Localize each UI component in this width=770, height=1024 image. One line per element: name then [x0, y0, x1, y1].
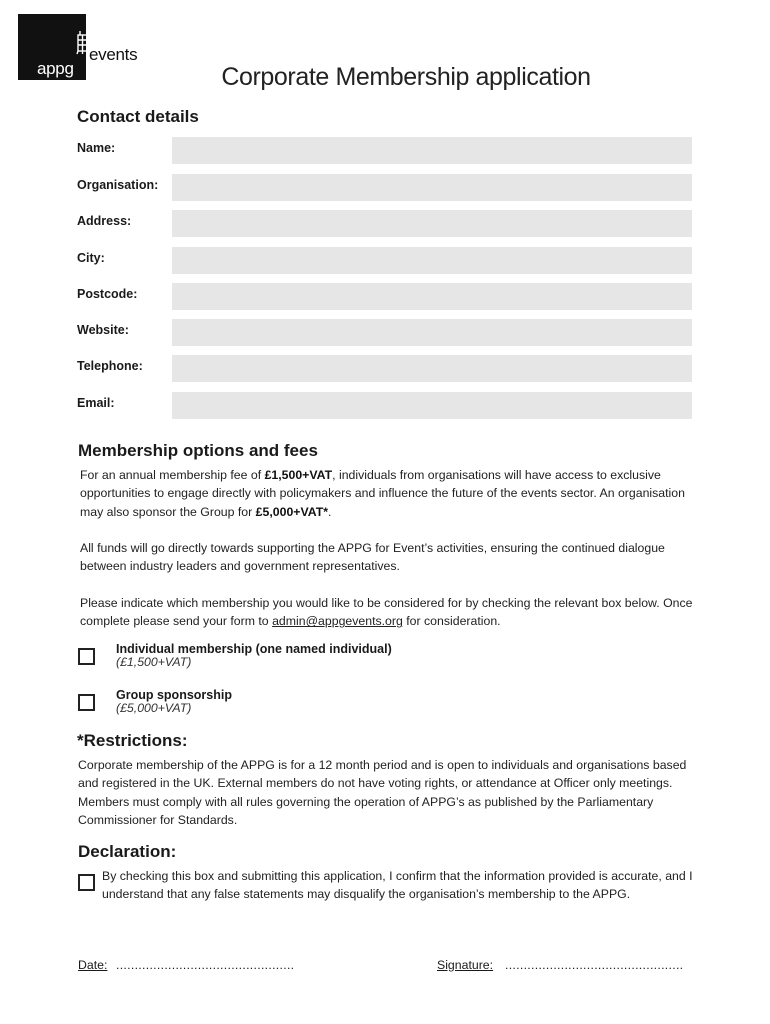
name-field[interactable]: [172, 137, 692, 164]
declaration-heading: Declaration:: [78, 842, 177, 861]
instructions-paragraph: Please indicate which membership you would like to be considered for by checking the relevant box below. Once complete please send your form to admin@appgevents.org for consideration.: [80, 596, 693, 629]
date-label: Date:: [78, 958, 108, 972]
city-field[interactable]: [172, 247, 692, 274]
website-field[interactable]: [172, 319, 692, 346]
sponsor-fee: £5,000+VAT*: [255, 504, 329, 519]
funds-paragraph: All funds will go directly towards supporting the APPG for Event’s activities, ensuring the continued dialogue between industry leaders and government representatives.: [80, 541, 665, 574]
address-field[interactable]: [172, 210, 692, 237]
date-line[interactable]: ................................................: [116, 958, 295, 972]
membership-heading: Membership options and fees: [78, 441, 318, 460]
individual-membership-price: (£1,500+VAT): [116, 655, 192, 669]
postcode-field[interactable]: [172, 283, 692, 310]
city-label: City:: [77, 251, 105, 265]
declaration-text: By checking this box and submitting this application, I confirm that the information provided is accurate, and I understand that any false statements may disqualify the organisation’s membership to the APPG.: [102, 869, 693, 902]
telephone-field[interactable]: [172, 355, 692, 382]
group-sponsorship-label: Group sponsorship: [116, 688, 232, 702]
logo-wordmark: appg: [37, 59, 74, 78]
group-sponsorship-checkbox[interactable]: [78, 694, 95, 711]
individual-fee: £1,500+VAT: [264, 468, 333, 482]
admin-email-link[interactable]: admin@appgevents.org: [272, 614, 403, 629]
organisation-field[interactable]: [172, 174, 692, 201]
group-sponsorship-price: (£5,000+VAT): [116, 701, 192, 715]
restrictions-text: Corporate membership of the APPG is for a 12 month period and is open to individuals and organisations based and registered in the UK. External members do not have voting rights, or attendance at Officer only meetings. Members must comply with all rules governing the operation of APPG’s as published by the Parliamentary Commissioner for Standards.: [78, 758, 687, 828]
website-label: Website:: [77, 323, 129, 337]
membership-intro: For an annual membership fee of £1,500+VAT, individuals from organisations will have access to exclusive opportunities to engage directly with policymakers and influence the future of the events sector. An organisation may also sponsor the Group for £5,000+VAT*.: [80, 468, 685, 519]
contact-heading: Contact details: [77, 107, 199, 126]
page-title: Corporate Membership application: [221, 63, 591, 91]
name-label: Name:: [77, 141, 116, 155]
postcode-label: Postcode:: [77, 287, 138, 301]
telephone-label: Telephone:: [77, 359, 143, 373]
signature-line[interactable]: ................................................: [505, 958, 684, 972]
individual-membership-label: Individual membership (one named individual): [116, 642, 392, 656]
restrictions-heading: *Restrictions:: [77, 731, 188, 750]
organisation-label: Organisation:: [77, 178, 159, 192]
individual-membership-checkbox[interactable]: [78, 648, 95, 665]
address-label: Address:: [77, 214, 132, 228]
email-field[interactable]: [172, 392, 692, 419]
signature-label: Signature:: [437, 958, 494, 972]
logo-suffix: events: [89, 45, 138, 64]
email-label: Email:: [77, 396, 115, 410]
declaration-checkbox[interactable]: [78, 874, 95, 891]
